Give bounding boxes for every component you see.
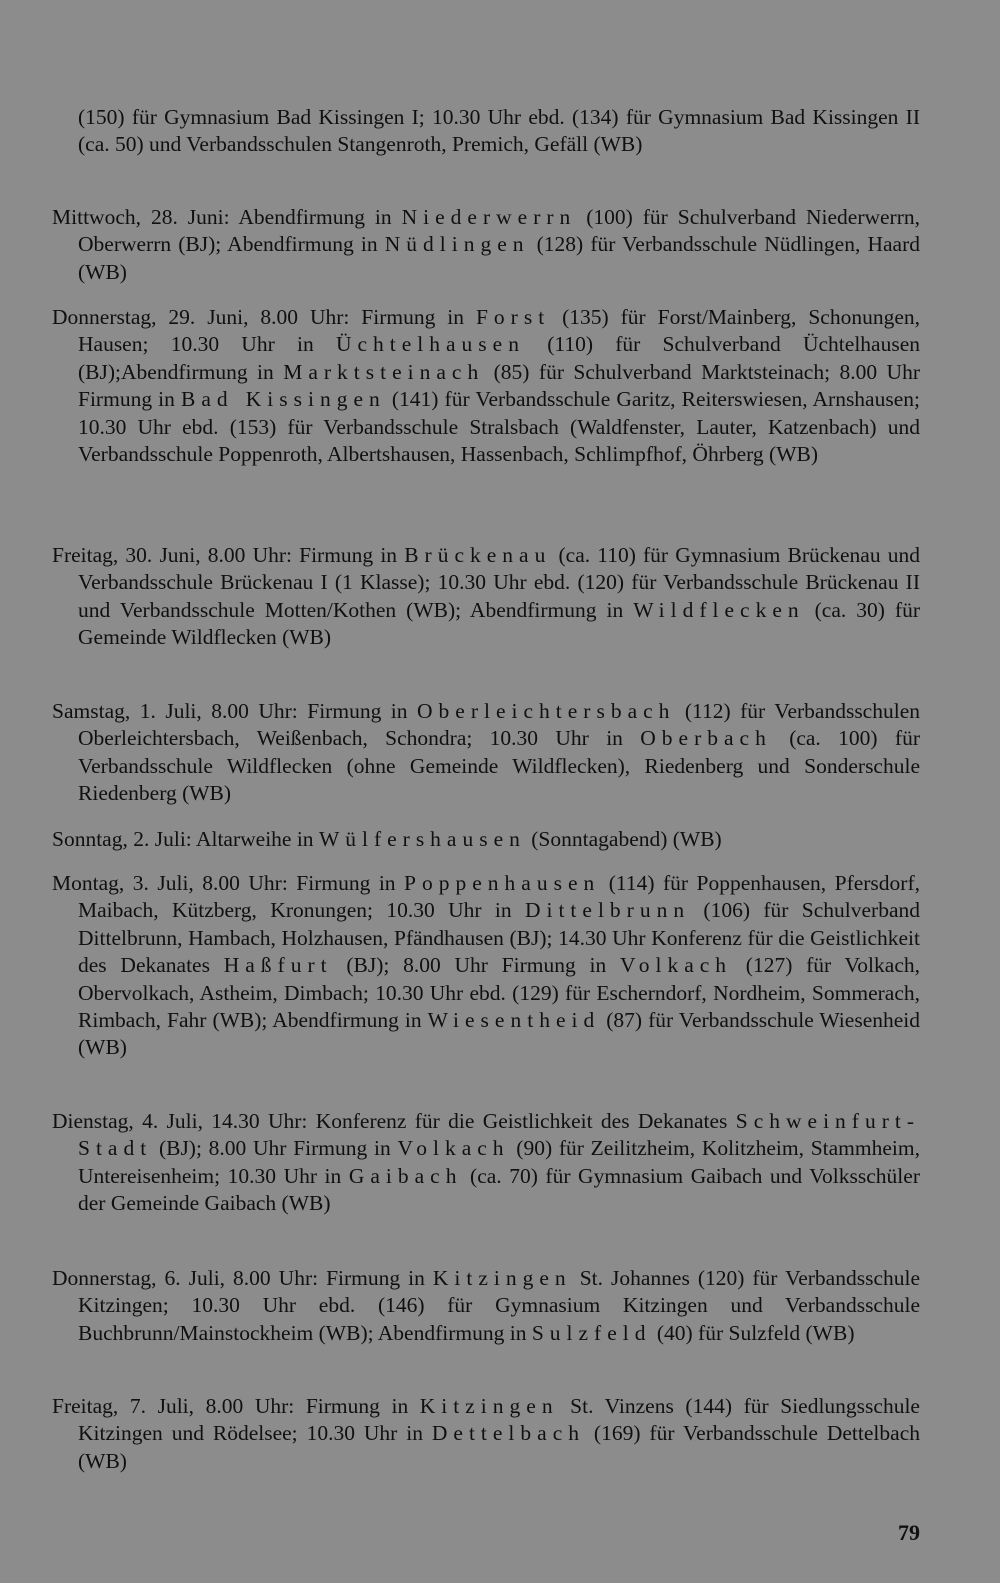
entry-text: (87) für Verbandsschule Wiesenheid (WB) [78,1008,920,1060]
place-name: Dettelbach [431,1421,585,1446]
entry-samstag-1-juli [52,698,920,808]
place-name: Oberbach [640,726,772,751]
entry-mittwoch-28-juni [52,204,920,286]
entry-donnerstag-6-juli [52,1265,920,1347]
entry-text: (BJ); 8.00 Uhr Firmung in [152,1136,398,1161]
place-name: Wiesentheid [427,1008,601,1033]
place-name: Kitzingen [432,1266,572,1290]
place-name: Üchtelhausen [335,332,525,357]
entry-montag-3-juli [52,870,920,1062]
entry-text: (ca. 30) für Gemeinde Wildflecken (WB) [78,597,921,650]
place-name: Haßfurt [223,953,333,978]
entry-text: (169) für Verbandsschule Dettelbach (WB) [78,1421,920,1473]
entry-continuation [52,104,920,159]
place-name: Oberleichtersbach [417,699,676,723]
place-name: Niederwerrn [401,205,577,229]
entry-text: Samstag, 1. Juli, 8.00 Uhr: Firmung in [52,699,418,723]
entry-text: (100) für Schulverband Niederwerrn, Oberwerrn (BJ); Abendfirmung in [78,205,920,257]
place-name: Schweinfurt-Stadt [78,1109,920,1161]
entry-donnerstag-29-juni [52,304,920,468]
entry-text: (106) für Schulverband Dittelbrunn, Hambach, Holzhausen, Pfändhausen (BJ); 14.30 Uhr Konferenz für die Geistlichkeit des Dekanates [78,898,921,978]
place-name: Forst [475,305,551,329]
entry-text: (127) für Volkach, Obervolkach, Astheim, Dimbach; 10.30 Uhr ebd. (129) für Escherndorf, Nordheim, Sommerach, Rimbach, Fahr (WB); Abendfirmung in [78,953,920,1033]
entry-text: Donnerstag, 29. Juni, 8.00 Uhr: Firmung in [52,305,476,329]
place-name: Sulzfeld [531,1320,652,1345]
place-name: Wülfershausen [318,827,526,851]
place-name: Dittelbrunn [524,898,691,923]
place-name: Brückenau [404,543,552,567]
place-name: Bad Kissingen [181,387,386,412]
page-number: 79 [898,1520,920,1545]
entry-text: (90) für Zeilitzheim, Kolitzheim, Stammheim, Untereisenheim; 10.30 Uhr in [78,1136,920,1188]
entry-text: Mittwoch, 28. Juni: Abendfirmung in [52,205,402,229]
place-name: Marktsteinach [283,359,485,384]
entry-text: (128) für Verbandsschule Nüdlingen, Haard (WB) [78,232,920,284]
entry-freitag-7-juli [52,1393,920,1475]
entry-sonntag-2-juli [52,826,920,853]
entry-text: (ca. 100) für Verbandsschule Wildflecken (ohne Gemeinde Wildflecken), Riedenberg und Sonderschule Riedenberg (WB) [78,726,920,806]
entry-dienstag-4-juli [52,1108,920,1218]
entry-text: Freitag, 7. Juli, 8.00 Uhr: Firmung in [52,1394,420,1418]
entry-text: (150) für Gymnasium Bad Kissingen I; 10.30 Uhr ebd. (134) für Gymnasium Bad Kissingen II (ca. 50) und Verbandsschulen Stangenroth, Premich, Gefäll (WB) [78,105,920,157]
entry-text: St. Vinzens (144) für Siedlungsschule Kitzingen und Rödelsee; 10.30 Uhr in [78,1394,920,1446]
entry-text: (114) für Poppenhausen, Pfersdorf, Maibach, Kützberg, Kronungen; 10.30 Uhr in [78,871,920,923]
entry-text: (ca. 110) für Gymnasium Brückenau und Verbandsschule Brückenau I (1 Klasse); 10.30 Uhr ebd. (120) für Verbandsschule Brückenau II und Verbandsschule Motten/Kothen (WB); Abendfirmung in [78,543,920,622]
place-name: Kitzingen [419,1394,559,1418]
entry-text: (ca. 70) für Gymnasium Gaibach und Volksschüler der Gemeinde Gaibach (WB) [78,1163,920,1216]
entry-text: (BJ); 8.00 Uhr Firmung in [332,953,620,978]
place-name: Wildflecken [633,597,805,622]
place-name: Nüdlingen [384,232,530,257]
entry-text: (135) für Forst/Mainberg, Schonungen, Hausen; 10.30 Uhr in [78,305,920,357]
place-name: Poppenhausen [404,871,601,895]
place-name: Gaibach [348,1163,463,1188]
entry-text: Sonntag, 2. Juli: Altarweihe in [52,827,319,851]
entry-text: St. Johannes (120) für Verbandsschule Kitzingen; 10.30 Uhr ebd. (146) für Gymnasium Kitzingen und Verbandsschule Buchbrunn/Mainstockheim (WB); Abendfirmung in [78,1266,921,1345]
entry-text: Dienstag, 4. Juli, 14.30 Uhr: Konferenz für die Geistlichkeit des Dekanates [52,1109,736,1133]
entry-text: (110) für Schulverband Üchtelhausen (BJ);Abendfirmung in [78,332,920,384]
entry-freitag-30-juni [52,542,920,652]
place-name: Volkach [619,953,733,978]
entry-text: (40) für Sulzfeld (WB) [651,1320,855,1345]
place-name: Volkach [397,1136,510,1161]
entry-text: (112) für Verbandsschulen Oberleichtersbach, Weißenbach, Schondra; 10.30 Uhr in [78,699,920,751]
entry-text: (85) für Schulverband Marktsteinach; 8.00 Uhr Firmung in [78,359,920,412]
entry-text: Montag, 3. Juli, 8.00 Uhr: Firmung in [52,871,405,895]
entry-text: (141) für Verbandsschule Garitz, Reiterswiesen, Arnshausen; 10.30 Uhr ebd. (153) für Verbandsschule Stralsbach (Waldfenster, Lauter, Katzenbach) und Verbandsschule Poppenroth, Albertshausen, Hassenbach, Schlimpfhof, Öhrberg (WB) [78,387,920,467]
entry-text: (Sonntagabend) (WB) [525,827,722,851]
entry-text: Donnerstag, 6. Juli, 8.00 Uhr: Firmung in [52,1266,433,1290]
entry-text: Freitag, 30. Juni, 8.00 Uhr: Firmung in [52,543,405,567]
